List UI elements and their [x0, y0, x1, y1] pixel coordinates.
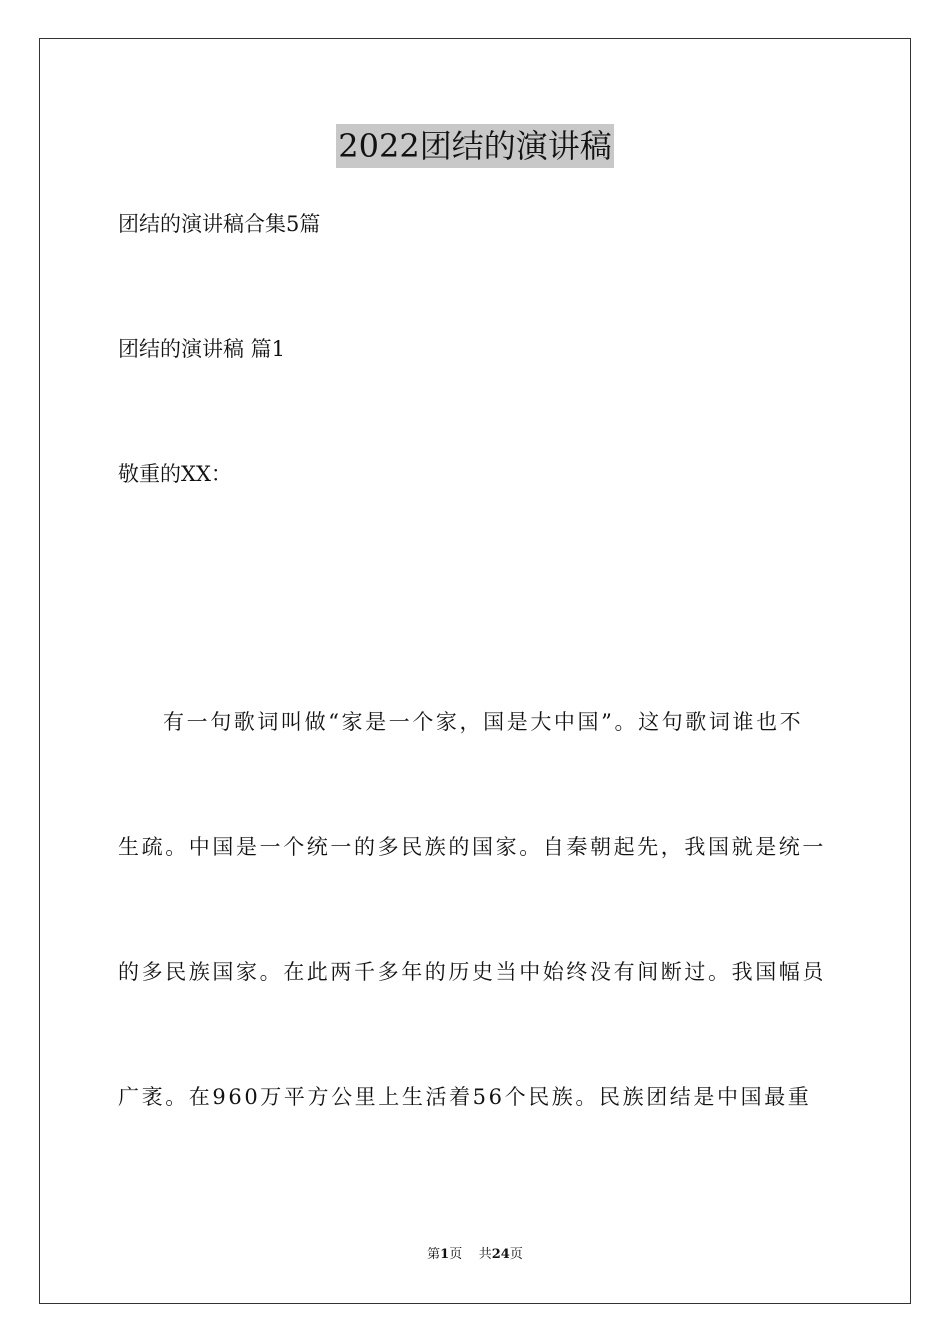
- footer-total-prefix: 共: [478, 1247, 492, 1262]
- footer-total-suffix: 页: [509, 1247, 523, 1262]
- page-footer: [0, 1246, 950, 1264]
- footer-page-number: 1: [440, 1247, 450, 1262]
- body-line-3: 的多民族国家。在此两千多年的历史当中始终没有间断过。我国幅员: [118, 960, 826, 984]
- body-line-1: 有一句歌词叫做“家是一个家，国是大中国”。这句歌词谁也不: [163, 710, 804, 734]
- salutation: 敬重的XX：: [118, 462, 232, 486]
- title-container: [0, 124, 950, 168]
- footer-page-suffix: 页: [449, 1247, 463, 1262]
- document-title: 2022团结的演讲稿: [336, 124, 613, 168]
- footer-total-pages: 24: [491, 1247, 510, 1262]
- body-line-2: 生疏。中国是一个统一的多民族的国家。自秦朝起先，我国就是统一: [118, 835, 826, 859]
- footer-page-prefix: 第: [427, 1247, 441, 1262]
- body-line-4: 广袤。在960万平方公里上生活着56个民族。民族团结是中国最重: [118, 1085, 812, 1109]
- section-heading: 团结的演讲稿 篇1: [118, 337, 286, 361]
- document-subtitle: 团结的演讲稿合集5篇: [118, 212, 321, 236]
